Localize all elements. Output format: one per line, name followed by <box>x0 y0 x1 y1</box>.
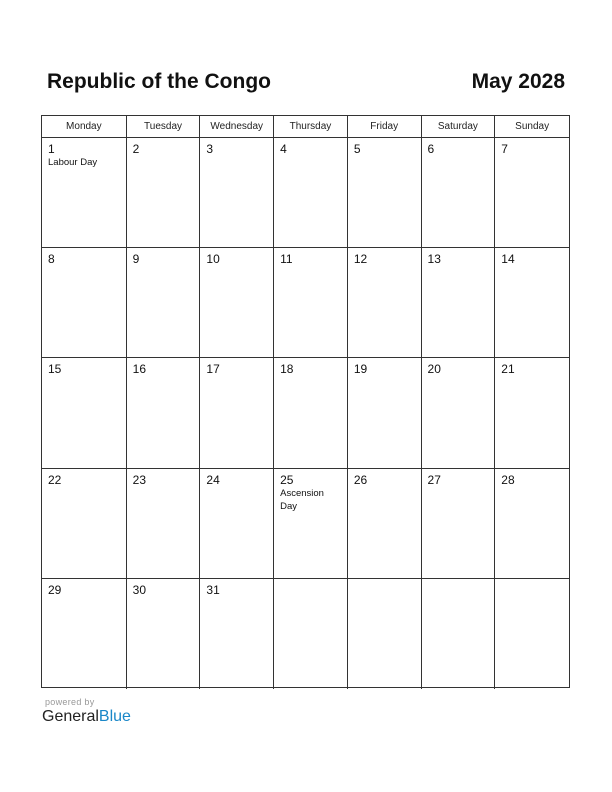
day-number: 2 <box>132 142 140 156</box>
holiday-label: Ascension Day <box>280 487 324 512</box>
day-number: 20 <box>427 362 441 377</box>
day-cell[interactable] <box>495 469 569 578</box>
day-number: 17 <box>206 362 220 377</box>
weekday-label: Wednesday <box>200 116 274 137</box>
calendar-grid <box>41 115 570 688</box>
day-number: 21 <box>501 362 515 377</box>
day-cell[interactable] <box>200 358 274 467</box>
day-cell[interactable] <box>495 358 569 467</box>
day-cell[interactable] <box>274 138 348 247</box>
brand-general-text: General <box>42 708 99 725</box>
day-number: 18 <box>280 362 294 377</box>
day-number: 14 <box>501 252 515 267</box>
day-number: 28 <box>501 472 515 487</box>
brand-blue-text: Blue <box>98 708 131 725</box>
day-number: 27 <box>427 472 441 487</box>
day-cell[interactable] <box>127 138 201 247</box>
day-cell[interactable] <box>348 579 422 689</box>
day-cell[interactable] <box>274 579 348 689</box>
calendar-country-title: Republic of the Congo <box>47 70 271 93</box>
day-cell[interactable] <box>422 579 496 689</box>
holiday-label: Labour Day <box>48 157 98 168</box>
day-number: 12 <box>353 252 368 267</box>
day-number: 22 <box>48 472 62 487</box>
day-cell[interactable] <box>274 358 348 467</box>
day-cell[interactable] <box>348 138 422 247</box>
day-cell[interactable] <box>348 358 422 467</box>
weekday-label: Thursday <box>274 116 348 137</box>
day-cell[interactable] <box>274 248 348 357</box>
day-number: 26 <box>353 472 368 487</box>
day-cell[interactable] <box>495 248 569 357</box>
day-cell[interactable] <box>274 469 348 578</box>
weekday-header-row <box>42 116 569 138</box>
day-cell[interactable] <box>127 469 201 578</box>
day-number: 6 <box>427 142 435 156</box>
day-number: 24 <box>206 472 220 487</box>
day-cell[interactable] <box>348 469 422 578</box>
day-number: 5 <box>353 142 361 156</box>
weekday-label: Friday <box>348 116 422 137</box>
day-number: 1 <box>48 142 55 156</box>
day-cell[interactable] <box>42 138 127 247</box>
week-row <box>42 138 569 248</box>
day-number: 15 <box>48 362 62 377</box>
day-number: 8 <box>48 252 55 267</box>
day-number: 31 <box>206 582 220 597</box>
day-number: 3 <box>206 142 214 156</box>
day-cell[interactable] <box>495 138 569 247</box>
day-cell[interactable] <box>200 579 274 689</box>
day-number: 25 <box>280 472 294 487</box>
day-number: 11 <box>280 252 293 267</box>
day-cell[interactable] <box>200 248 274 357</box>
day-number: 29 <box>48 582 62 597</box>
day-number: 7 <box>501 142 508 156</box>
day-number: 30 <box>132 582 147 597</box>
day-cell[interactable] <box>127 358 201 467</box>
day-number: 19 <box>353 362 368 377</box>
day-cell[interactable] <box>200 469 274 578</box>
week-row <box>42 579 569 689</box>
day-number: 9 <box>132 252 140 267</box>
weekday-label: Monday <box>42 116 127 137</box>
day-cell[interactable] <box>422 358 496 467</box>
day-cell[interactable] <box>42 469 127 578</box>
day-number: 13 <box>427 252 441 267</box>
day-cell[interactable] <box>422 138 496 247</box>
weekday-label: Tuesday <box>127 116 201 137</box>
generalblue-logo[interactable] <box>42 708 131 726</box>
day-number: 23 <box>132 472 147 487</box>
day-cell[interactable] <box>127 248 201 357</box>
day-cell[interactable] <box>422 469 496 578</box>
day-cell[interactable] <box>348 248 422 357</box>
powered-by-label: powered by <box>45 697 95 707</box>
day-cell[interactable] <box>42 248 127 357</box>
week-row <box>42 469 569 579</box>
day-cell[interactable] <box>200 138 274 247</box>
week-row <box>42 248 569 358</box>
day-cell[interactable] <box>422 248 496 357</box>
week-row <box>42 358 569 468</box>
day-cell[interactable] <box>127 579 201 689</box>
weekday-label: Saturday <box>422 116 496 137</box>
day-number: 4 <box>280 142 287 156</box>
day-cell[interactable] <box>495 579 569 689</box>
day-number: 10 <box>206 252 220 267</box>
day-cell[interactable] <box>42 358 127 467</box>
weekday-label: Sunday <box>515 121 550 132</box>
day-number: 16 <box>132 362 147 377</box>
calendar-month-title: May 2028 <box>471 70 565 93</box>
day-cell[interactable] <box>42 579 127 689</box>
